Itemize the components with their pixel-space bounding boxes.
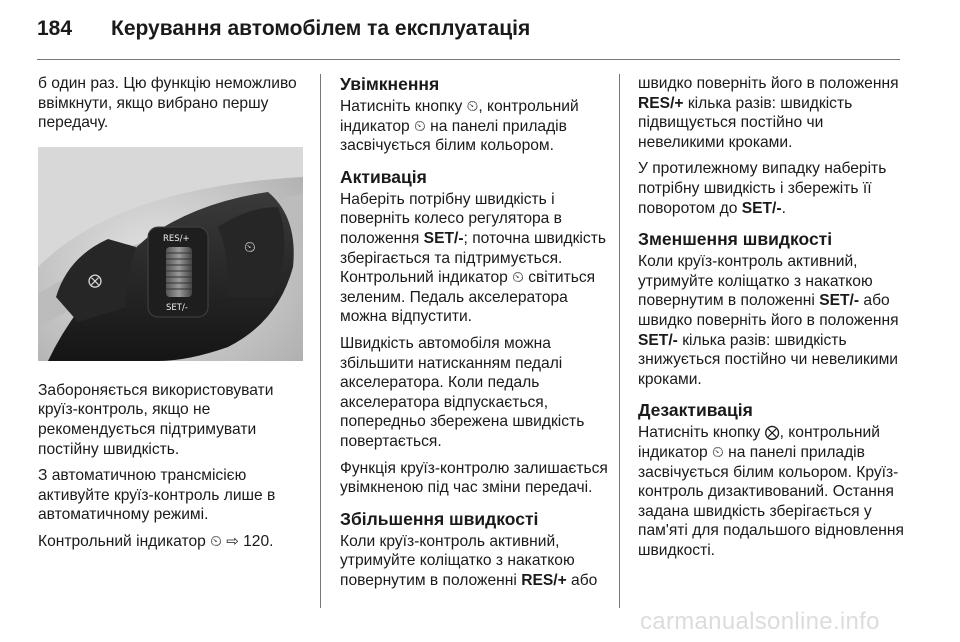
paragraph: Швидкість автомобіля можна збільшити натисканням педалі акселератора. Коли педаль акселератора відпускається, попередньо збережена швидкість повертається.: [340, 334, 585, 450]
set-label: SET/-: [166, 302, 188, 313]
column-divider-2: [619, 74, 620, 608]
heading-on: Увімкнення: [340, 74, 440, 94]
paragraph: швидко поверніть його в положення RES/+ кілька разів: швидкість підвищується постійно чи невеликими кроками.: [638, 75, 899, 151]
heading-activation: Активація: [340, 166, 427, 187]
cruise-indicator-icon: ⏲: [512, 269, 524, 287]
cruise-indicator-icon: ⏲: [712, 443, 724, 461]
paragraph: Натисніть кнопку ⏲, контрольний індикатор ⏲ на панелі приладів засвічується білим кольором.: [340, 98, 579, 155]
paragraph: У протилежному випадку наберіть потрібну швидкість і збережіть її поворотом до SET/-.: [638, 160, 887, 217]
page-title: Керування автомобілем та експлуатація: [111, 17, 531, 40]
paragraph: Коли круїз-контроль активний, утримуйте коліщатко з накаткою повернутим в положенні RES/+ або: [340, 532, 598, 589]
paragraph: Коли круїз-контроль активний, утримуйте коліщатко з накаткою повернутим в положенні SET/- або швидко поверніть його в положення SET/- кілька разів: швидкість знижується постійно чи невеликими кроками.: [638, 253, 899, 388]
cruise-indicator-icon: ⏲: [210, 532, 222, 550]
paragraph: Наберіть потрібну швидкість і поверніть колесо регулятора в положення SET/-; поточна швидкість зберігається та підтримується. Контрольний індикатор ⏲ світиться зеленим. Педаль акселератора можна відпустити.: [340, 190, 606, 326]
paragraph: Функція круїз-контролю залишається увімкненою під час зміни передачі.: [340, 459, 608, 497]
heading-deactivation: Дезактивація: [638, 400, 753, 421]
watermark: carmanualsonline.info: [640, 608, 880, 635]
paragraph: Забороняється використовувати круїз-контроль, якщо не рекомендується підтримувати постійну швидкість.: [38, 381, 274, 458]
res-label: RES/+: [163, 233, 190, 244]
cruise-indicator-icon: ⏲: [414, 117, 426, 135]
reference-arrow-icon: ⇨: [226, 532, 239, 550]
cruise-icon: ⏲: [244, 237, 256, 256]
column-1: [38, 74, 306, 559]
column-2: [340, 74, 608, 597]
svg-text:⨂: ⨂: [88, 272, 102, 289]
paragraph: З автоматичною трансмісією активуйте круїз-контроль лише в автоматичному режимі.: [38, 467, 276, 524]
column-divider-1: [320, 74, 321, 608]
paragraph: Контрольний індикатор ⏲ ⇨ 120.: [38, 532, 274, 550]
cruise-button-icon: ⏲: [466, 98, 479, 115]
page-number: 184: [37, 17, 73, 40]
page-header: [37, 14, 530, 44]
steering-wheel-photo: [38, 147, 303, 361]
column-3: [638, 74, 908, 567]
cancel-button-icon: ⨂: [764, 424, 780, 442]
paragraph: Натисніть кнопку ⨂, контрольний індикатор ⏲ на панелі приладів засвічується білим кольором. Круїз-контроль дизактивований. Остання задана швидкість зберігається у пам'яті для подальшого відновлення швидкості.: [638, 424, 904, 559]
header-rule: [37, 59, 900, 60]
heading-increase-speed: Збільшення швидкості: [340, 508, 539, 529]
paragraph: б один раз. Цю функцію неможливо ввімкнути, якщо вибрано першу передачу.: [38, 75, 297, 132]
heading-decrease-speed: Зменшення швидкості: [638, 229, 833, 250]
